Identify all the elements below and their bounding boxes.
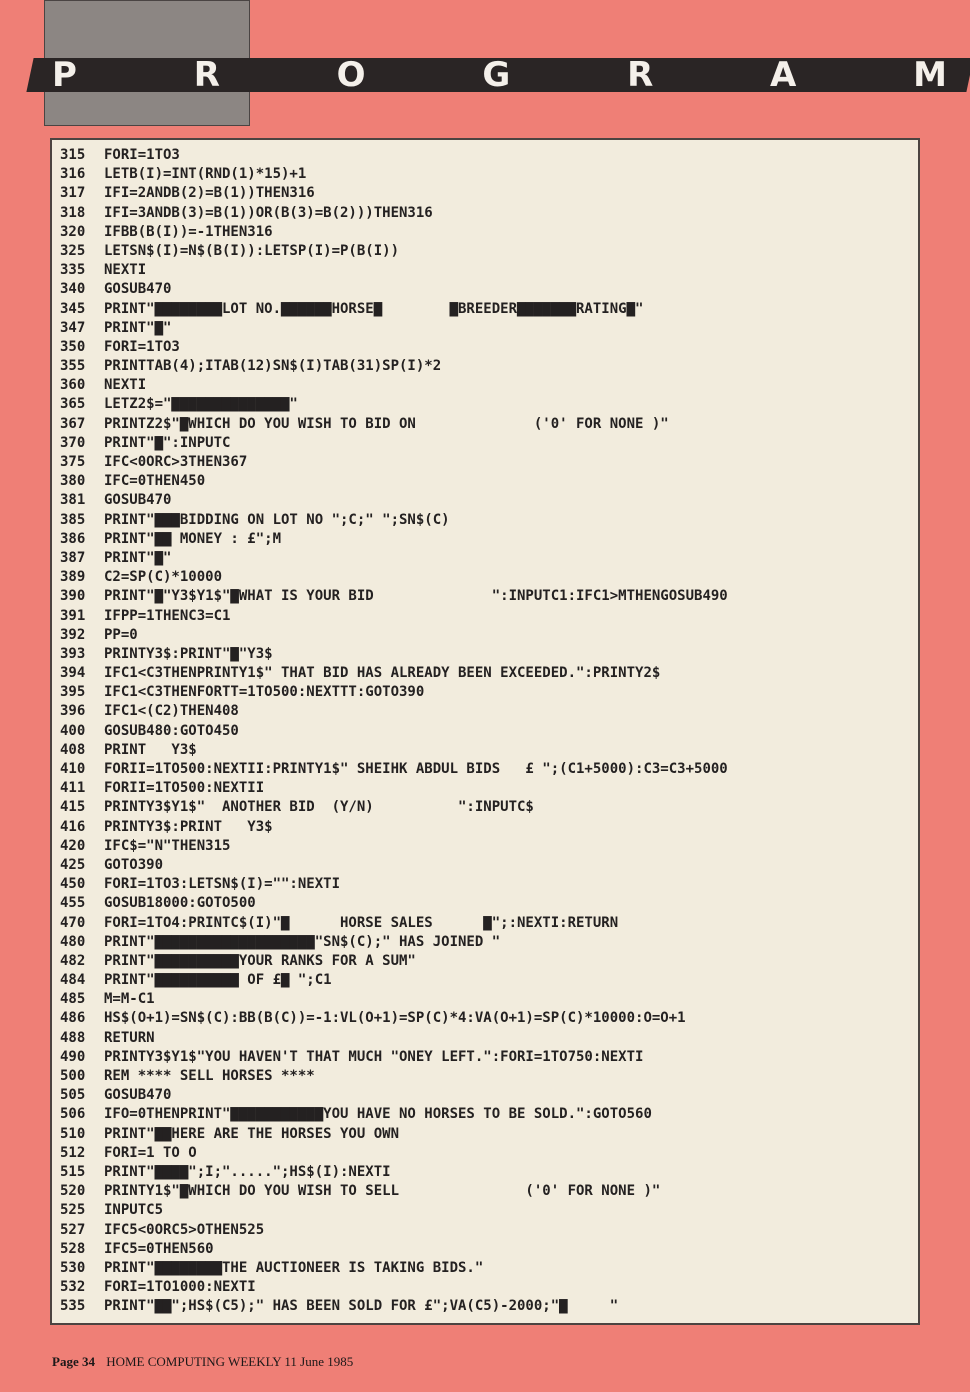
line-code: PRINTZ2$"▇WHICH DO YOU WISH TO BID ON ('0' FOR NONE )": [104, 415, 669, 432]
line-number: 370: [60, 434, 86, 451]
code-line: [60, 856, 912, 875]
code-line: [60, 511, 912, 530]
code-line: [60, 1221, 912, 1240]
line-number: 480: [60, 933, 86, 950]
line-number: 408: [60, 741, 86, 758]
line-number: 355: [60, 358, 86, 375]
line-number: 450: [60, 876, 86, 893]
line-code: IFBB(B(I))=-1THEN316: [104, 223, 273, 240]
program-banner-title: [30, 56, 970, 94]
program-listing: [60, 146, 912, 1316]
code-line: [60, 1144, 912, 1163]
line-code: PRINT"▇▇▇▇▇▇▇▇▇▇▇▇▇▇▇▇▇▇▇"SN$(C);" HAS JOINED ": [104, 933, 501, 950]
code-line: [60, 587, 912, 606]
page-footer: [52, 1354, 353, 1370]
line-number: 410: [60, 761, 86, 777]
line-code: PRINT"▇▇▇▇▇▇▇▇THE AUCTIONEER IS TAKING BIDS.": [104, 1259, 484, 1276]
line-number: 386: [60, 530, 86, 547]
code-line: [60, 1259, 912, 1278]
line-number: 390: [60, 588, 86, 605]
line-number: 490: [60, 1048, 86, 1065]
code-line: [60, 1067, 912, 1086]
code-line: [60, 1278, 912, 1297]
line-number: 387: [60, 549, 86, 566]
line-number: 411: [60, 780, 86, 797]
code-line: [60, 165, 912, 184]
line-code: GOSUB470: [104, 281, 172, 298]
code-line: [60, 760, 912, 779]
line-code: C2=SP(C)*10000: [104, 569, 223, 586]
line-number: 532: [60, 1279, 86, 1296]
line-number: 315: [60, 147, 86, 163]
line-code: PRINTY3$Y1$" ANOTHER BID (Y/N) ":INPUTC$: [104, 799, 534, 816]
line-code: PRINT"▇":INPUTC: [104, 434, 231, 451]
line-code: GOSUB470: [104, 1087, 172, 1104]
line-code: PRINTY1$"▇WHICH DO YOU WISH TO SELL ('0' FOR NONE )": [104, 1183, 661, 1200]
banner-letter: M: [913, 55, 948, 95]
line-number: 385: [60, 511, 86, 528]
line-number: 318: [60, 204, 86, 221]
code-line: [60, 300, 912, 319]
line-number: 389: [60, 569, 86, 586]
code-line: [60, 818, 912, 837]
code-line: [60, 204, 912, 223]
line-number: 416: [60, 818, 86, 835]
line-number: 395: [60, 684, 86, 701]
line-code: PRINT"▇": [104, 319, 172, 336]
code-line: [60, 971, 912, 990]
line-number: 528: [60, 1240, 86, 1257]
line-code: FORI=1TO3: [104, 147, 180, 163]
line-code: M=M-C1: [104, 991, 155, 1008]
code-line: [60, 1086, 912, 1105]
line-code: PRINT"▇▇▇▇";I;".....";HS$(I):NEXTI: [104, 1163, 391, 1180]
code-line: [60, 568, 912, 587]
line-code: NEXTI: [104, 377, 147, 394]
line-number: 381: [60, 492, 86, 509]
line-code: RETURN: [104, 1029, 155, 1046]
code-line: [60, 223, 912, 242]
line-number: 415: [60, 799, 86, 816]
line-number: 391: [60, 607, 86, 624]
line-number: 394: [60, 665, 86, 682]
line-code: PRINTY3$Y1$"YOU HAVEN'T THAT MUCH "ONEY LEFT.":FORI=1TO750:NEXTI: [104, 1048, 644, 1065]
code-line: [60, 626, 912, 645]
code-line: [60, 1009, 912, 1028]
line-number: 360: [60, 377, 86, 394]
code-line: [60, 837, 912, 856]
line-code: FORI=1 TO O: [104, 1144, 197, 1161]
line-code: GOTO390: [104, 856, 164, 873]
code-line: [60, 875, 912, 894]
code-line: [60, 1182, 912, 1201]
line-number: 425: [60, 856, 86, 873]
code-line: [60, 453, 912, 472]
code-line: [60, 146, 912, 165]
code-line: [60, 645, 912, 664]
line-code: LETB(I)=INT(RND(1)*15)+1: [104, 166, 307, 183]
line-code: PRINT"▇▇▇▇▇▇▇▇LOT NO.▇▇▇▇▇▇HORSE▇ ▇BREEDER▇▇▇▇▇▇▇RATING▇": [104, 300, 644, 317]
line-number: 506: [60, 1106, 86, 1123]
line-code: PRINT"▇▇▇▇▇▇▇▇▇▇ OF £▇ ";C1: [104, 972, 332, 989]
banner-letter: G: [482, 55, 512, 95]
line-number: 400: [60, 722, 86, 739]
code-line: [60, 280, 912, 299]
code-line: [60, 1163, 912, 1182]
line-code: IFC1<(C2)THEN408: [104, 703, 239, 720]
code-line: [60, 319, 912, 338]
line-code: GOSUB470: [104, 492, 172, 509]
line-number: 500: [60, 1068, 86, 1084]
line-code: IFC1<C3THENPRINTY1$" THAT BID HAS ALREADY BEEN EXCEEDED.":PRINTY2$: [104, 665, 661, 682]
line-number: 505: [60, 1087, 86, 1104]
code-line: [60, 1240, 912, 1259]
line-number: 335: [60, 262, 86, 279]
line-code: IFC$="N"THEN315: [104, 837, 231, 854]
line-number: 320: [60, 223, 86, 240]
line-number: 527: [60, 1221, 86, 1238]
line-number: 420: [60, 837, 86, 854]
line-number: 365: [60, 396, 86, 413]
line-code: PRINT"▇▇▇▇▇▇▇▇▇▇YOUR RANKS FOR A SUM": [104, 952, 416, 969]
line-number: 367: [60, 415, 86, 432]
line-number: 392: [60, 626, 86, 643]
code-line: [60, 1125, 912, 1144]
code-line: [60, 779, 912, 798]
code-line: [60, 664, 912, 683]
line-code: IFC1<C3THENFORTT=1TO500:NEXTTT:GOTO390: [104, 684, 425, 701]
line-code: IFC<0ORC>3THEN367: [104, 454, 248, 470]
code-line: [60, 415, 912, 434]
code-line: [60, 1105, 912, 1124]
line-code: PRINT Y3$: [104, 741, 197, 758]
line-code: REM **** SELL HORSES ****: [104, 1068, 315, 1084]
line-number: 525: [60, 1202, 86, 1219]
code-line: [60, 530, 912, 549]
line-number: 347: [60, 319, 86, 336]
line-code: IFC=0THEN450: [104, 473, 206, 490]
line-code: IFC5=0THEN560: [104, 1240, 214, 1257]
line-number: 515: [60, 1163, 86, 1180]
line-code: IFO=0THENPRINT"▇▇▇▇▇▇▇▇▇▇▇YOU HAVE NO HORSES TO BE SOLD.":GOTO560: [104, 1106, 652, 1123]
line-number: 470: [60, 914, 86, 931]
code-line: [60, 472, 912, 491]
code-line: [60, 376, 912, 395]
line-code: PRINTY3$:PRINT"▇"Y3$: [104, 645, 273, 662]
page-number: Page 34: [52, 1354, 95, 1369]
line-code: INPUTC5: [104, 1202, 164, 1219]
line-code: LETZ2$="▇▇▇▇▇▇▇▇▇▇▇▇▇▇": [104, 396, 298, 413]
code-line: [60, 741, 912, 760]
code-line: [60, 990, 912, 1009]
line-number: 530: [60, 1259, 86, 1276]
line-code: IFI=3ANDB(3)=B(1))OR(B(3)=B(2)))THEN316: [104, 204, 433, 221]
line-number: 375: [60, 454, 86, 470]
line-number: 325: [60, 242, 86, 259]
line-number: 512: [60, 1144, 86, 1161]
line-code: PRINT"▇▇▇BIDDING ON LOT NO ";C;" ";SN$(C): [104, 511, 450, 528]
line-code: IFPP=1THENC3=C1: [104, 607, 231, 624]
line-number: 486: [60, 1010, 86, 1027]
line-code: NEXTI: [104, 262, 147, 279]
line-number: 393: [60, 645, 86, 662]
line-code: PRINT"▇"Y3$Y1$"▇WHAT IS YOUR BID ":INPUTC1:IFC1>MTHENGOSUB490: [104, 588, 728, 605]
line-number: 380: [60, 473, 86, 490]
line-number: 340: [60, 281, 86, 298]
code-line: [60, 434, 912, 453]
code-line: [60, 491, 912, 510]
code-line: [60, 357, 912, 376]
line-code: PP=0: [104, 626, 138, 643]
line-number: 396: [60, 703, 86, 720]
program-listing-panel: [50, 138, 920, 1325]
code-line: [60, 1048, 912, 1067]
code-line: [60, 914, 912, 933]
code-line: [60, 683, 912, 702]
code-line: [60, 607, 912, 626]
code-line: [60, 1201, 912, 1220]
code-line: [60, 933, 912, 952]
line-number: 485: [60, 991, 86, 1008]
line-number: 488: [60, 1029, 86, 1046]
code-line: [60, 894, 912, 913]
banner-letter: A: [770, 55, 798, 95]
line-code: PRINTY3$:PRINT Y3$: [104, 818, 273, 835]
code-line: [60, 1029, 912, 1048]
line-number: 316: [60, 166, 86, 183]
line-number: 455: [60, 895, 86, 912]
line-code: GOSUB18000:GOTO500: [104, 895, 256, 912]
line-number: 510: [60, 1125, 86, 1142]
line-number: 482: [60, 952, 86, 969]
code-line: [60, 184, 912, 203]
line-number: 484: [60, 972, 86, 989]
code-line: [60, 261, 912, 280]
line-code: PRINTTAB(4);ITAB(12)SN$(I)TAB(31)SP(I)*2: [104, 358, 442, 375]
publication-line: HOME COMPUTING WEEKLY 11 June 1985: [106, 1354, 354, 1369]
code-line: [60, 395, 912, 414]
line-number: 520: [60, 1183, 86, 1200]
line-code: FORI=1TO3: [104, 338, 180, 355]
banner-letter: R: [193, 55, 221, 95]
code-line: [60, 952, 912, 971]
line-number: 350: [60, 338, 86, 355]
line-number: 535: [60, 1298, 86, 1315]
line-code: GOSUB480:GOTO450: [104, 722, 239, 739]
code-line: [60, 338, 912, 357]
code-line: [60, 549, 912, 568]
line-code: FORII=1TO500:NEXTII: [104, 780, 265, 797]
line-code: FORI=1TO3:LETSN$(I)="":NEXTI: [104, 876, 341, 893]
line-code: PRINT"▇": [104, 549, 172, 566]
code-line: [60, 242, 912, 261]
code-line: [60, 1297, 912, 1316]
banner-letter: R: [627, 55, 655, 95]
line-code: PRINT"▇▇";HS$(C5);" HAS BEEN SOLD FOR £";VA(C5)-2000;"▇ ": [104, 1298, 619, 1315]
line-code: IFI=2ANDB(2)=B(1))THEN316: [104, 185, 315, 202]
line-code: FORI=1TO1000:NEXTI: [104, 1279, 256, 1296]
line-number: 345: [60, 300, 86, 317]
code-line: [60, 702, 912, 721]
line-code: IFC5<0ORC5>OTHEN525: [104, 1221, 265, 1238]
code-line: [60, 722, 912, 741]
line-code: LETSN$(I)=N$(B(I)):LETSP(I)=P(B(I)): [104, 242, 400, 259]
line-code: FORI=1TO4:PRINTC$(I)"▇ HORSE SALES ▇";:NEXTI:RETURN: [104, 914, 619, 931]
line-number: 317: [60, 185, 86, 202]
line-code: PRINT"▇▇ MONEY : £";M: [104, 530, 282, 547]
banner-letter: P: [52, 55, 78, 95]
line-code: HS$(O+1)=SN$(C):BB(B(C))=-1:VL(O+1)=SP(C)*4:VA(O+1)=SP(C)*10000:O=O+1: [104, 1010, 686, 1027]
line-code: PRINT"▇▇HERE ARE THE HORSES YOU OWN: [104, 1125, 400, 1142]
banner-letter: O: [336, 55, 367, 95]
code-line: [60, 798, 912, 817]
line-code: FORII=1TO500:NEXTII:PRINTY1$" SHEIHK ABDUL BIDS £ ";(C1+5000):C3=C3+5000: [104, 761, 728, 777]
